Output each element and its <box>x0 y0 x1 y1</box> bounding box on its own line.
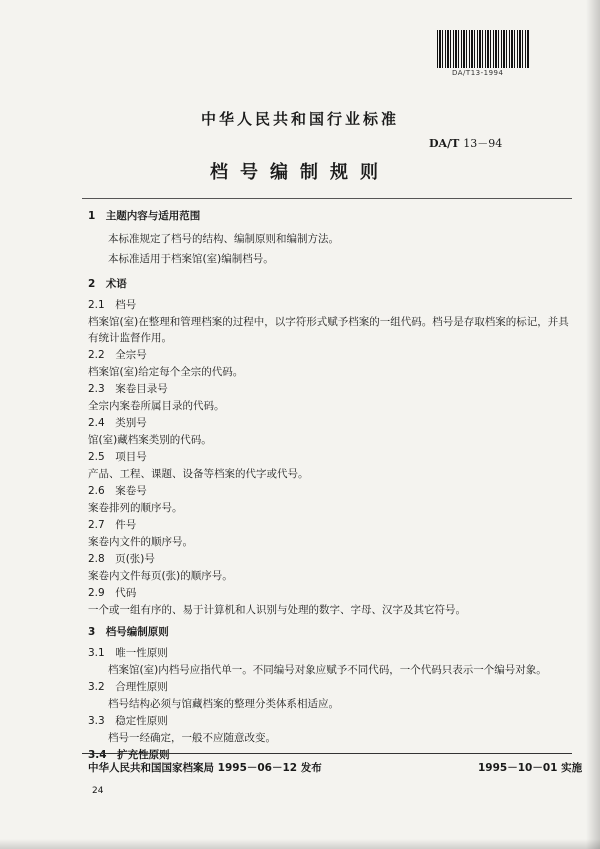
barcode <box>437 30 529 68</box>
scan-bottom-shadow <box>0 839 600 849</box>
principle-name: 合理性原则 <box>115 681 168 693</box>
term-2-5-definition: 产品、工程、课题、设备等档案的代字或代号。 <box>88 468 309 480</box>
section-1-heading: 1 主题内容与适用范围 <box>88 210 201 222</box>
term-2-4-title <box>88 415 147 430</box>
term-name: 代码 <box>115 587 137 599</box>
term-number: 2.4 <box>88 417 105 429</box>
principle-number: 3.3 <box>88 715 105 727</box>
scan-edge-shadow <box>586 0 600 849</box>
section-2-heading: 2 术语 <box>88 278 127 290</box>
page-number: 24 <box>92 786 104 796</box>
principle-3-1-definition: 档案馆(室)内档号应指代单一。不同编号对象应赋予不同代码，一个代码只表示一个编号对象。 <box>108 664 547 676</box>
section-1-paragraph-2: 本标准适用于档案馆(室)编制档号。 <box>108 253 274 265</box>
top-divider <box>82 198 572 199</box>
principle-name: 唯一性原则 <box>115 647 168 659</box>
term-2-7-definition: 案卷内文件的顺序号。 <box>88 536 193 548</box>
term-name: 件号 <box>115 519 137 531</box>
term-name: 档号 <box>115 299 137 311</box>
term-2-3-title <box>88 381 168 396</box>
term-name: 全宗号 <box>115 349 147 361</box>
document-title: 档号编制规则 <box>210 162 390 183</box>
principle-3-2-title <box>88 679 168 694</box>
principle-3-3-definition: 档号一经确定，一般不应随意改变。 <box>108 732 276 744</box>
standard-code-number: 13－94 <box>463 137 503 150</box>
term-number: 2.1 <box>88 299 105 311</box>
term-2-8-definition: 案卷内文件每页(张)的顺序号。 <box>88 570 233 582</box>
barcode-label: DA/T13-1994 <box>452 69 504 77</box>
standard-code <box>429 135 502 151</box>
term-number: 2.9 <box>88 587 105 599</box>
term-name: 页(张)号 <box>115 553 155 565</box>
term-name: 类别号 <box>115 417 147 429</box>
term-2-8-title <box>88 551 155 566</box>
principle-name: 扩充性原则 <box>117 749 170 761</box>
term-number: 2.7 <box>88 519 105 531</box>
term-number: 2.8 <box>88 553 105 565</box>
term-name: 项目号 <box>115 451 147 463</box>
term-name: 案卷号 <box>115 485 147 497</box>
effective-date: 1995－10－01 实施 <box>478 762 583 774</box>
section-1-paragraph-1: 本标准规定了档号的结构、编制原则和编制方法。 <box>108 233 339 245</box>
term-number: 2.2 <box>88 349 105 361</box>
term-2-3-definition: 全宗内案卷所属目录的代码。 <box>88 400 225 412</box>
principle-number: 3.4 <box>88 749 107 761</box>
term-2-9-definition: 一个或一组有序的、易于计算机和人识别与处理的数字、字母、汉字及其它符号。 <box>88 604 466 616</box>
term-2-6-definition: 案卷排列的顺序号。 <box>88 502 183 514</box>
section-3-heading: 3 档号编制原则 <box>88 626 169 638</box>
standard-title: 中华人民共和国行业标准 <box>200 110 399 128</box>
term-2-5-title <box>88 449 147 464</box>
issue-statement: 中华人民共和国国家档案局 1995－06－12 发布 <box>88 762 322 774</box>
term-2-2-title <box>88 347 147 362</box>
term-2-1-definition-line-2: 有统计监督作用。 <box>88 332 172 344</box>
standard-code-prefix: DA/T <box>429 137 460 150</box>
principle-3-1-title <box>88 645 168 660</box>
term-2-6-title <box>88 483 147 498</box>
term-2-7-title <box>88 517 136 532</box>
term-2-9-title <box>88 585 136 600</box>
term-number: 2.6 <box>88 485 105 497</box>
term-number: 2.3 <box>88 383 105 395</box>
term-2-4-definition: 馆(室)藏档案类别的代码。 <box>88 434 212 446</box>
principle-3-3-title <box>88 713 168 728</box>
term-2-1-title <box>88 297 136 312</box>
principle-name: 稳定性原则 <box>115 715 168 727</box>
principle-3-2-definition: 档号结构必须与馆藏档案的整理分类体系相适应。 <box>108 698 339 710</box>
term-2-1-definition-line-1: 档案馆(室)在整理和管理档案的过程中，以字符形式赋予档案的一组代码。档号是存取档案的标记，并具 <box>88 316 569 328</box>
principle-number: 3.1 <box>88 647 105 659</box>
term-number: 2.5 <box>88 451 105 463</box>
footer-divider <box>82 753 572 754</box>
term-2-2-definition: 档案馆(室)给定每个全宗的代码。 <box>88 366 244 378</box>
term-name: 案卷目录号 <box>115 383 168 395</box>
principle-number: 3.2 <box>88 681 105 693</box>
